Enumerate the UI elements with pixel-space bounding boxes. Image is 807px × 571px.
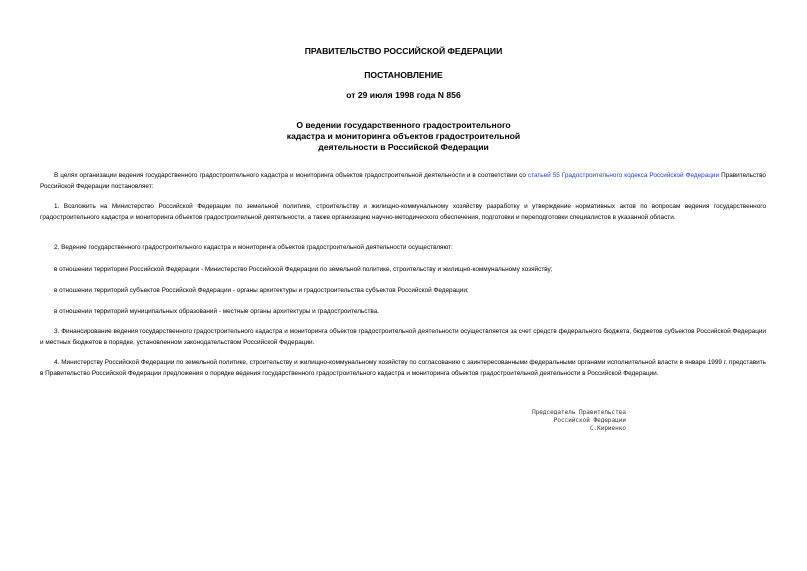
document-date-number: от 29 июля 1998 года N 856 — [346, 90, 461, 100]
code-article-link[interactable]: статьей 55 Градостроительного кодекса Российской Федерации — [527, 172, 720, 179]
intro-paragraph — [40, 171, 766, 192]
signature-block — [470, 409, 626, 433]
signature-organization: Российской Федерации — [553, 417, 626, 424]
paragraph-2: 2. Ведение государственного градостроительного кадастра и мониторинга объектов градостроительной деятельности осуществляют: — [54, 244, 453, 251]
document-title — [0, 120, 807, 153]
title-line-2: кадастра и мониторинга объектов градостроительной — [286, 131, 521, 141]
government-heading: ПРАВИТЕЛЬСТВО РОССИЙСКОЙ ФЕДЕРАЦИИ — [304, 46, 503, 56]
intro-text-before: В целях организации ведения государственного градостроительного кадастра и мониторинга объектов градостроительной деятельности и в соответствии со — [54, 172, 528, 179]
intro-text-after: Правительство Российской Федерации постановляет: — [40, 172, 766, 190]
signature-position: Председатель Правительства — [532, 409, 626, 416]
paragraph-4: 4. Министерству Российской Федерации по земельной политике, строительству и жилищно-коммунальному хозяйству по согласованию с заинтересованными федеральными органами исполнительной власти в январе 1999 г. представить в Правительство Российской Федерации предложения о порядке ведения государственного градостроительного кадастра и мониторинга объектов градостроительной деятельности в Российской Федерации. — [40, 359, 766, 377]
title-line-3: деятельности в Российской Федерации — [318, 142, 489, 152]
paragraph-2b: в отношении территорий субъектов Российской Федерации - органы архитектуры и градостроительства субъектов Российской Федерации; — [54, 287, 469, 294]
paragraph-3: 3. Финансирование ведения государственного градостроительного кадастра и мониторинга объектов градостроительной деятельности осуществляется за счет средств федерального бюджета, бюджетов субъектов Российской Федерации и местных бюджетов в порядке, установленном законодательством Российской Федерации. — [40, 328, 766, 346]
document-type-heading: ПОСТАНОВЛЕНИЕ — [364, 70, 443, 80]
title-line-1: О ведении государственного градостроительного — [296, 120, 511, 130]
signature-name: С.Кириенко — [589, 425, 626, 432]
paragraph-2c: в отношении территорий муниципальных образований - местные органы архитектуры и градостроительства. — [54, 308, 380, 315]
paragraph-1: 1. Возложить на Министерство Российской Федерации по земельной политике, строительству и жилищно-коммунальному хозяйству разработку и утверждение нормативных актов по вопросам ведения государственного градостроительного кадастра и мониторинга объектов градостроительной деятельности, а также организацию научно-методического обеспечения, подготовки и переподготовки специалистов в указанной области. — [40, 203, 766, 221]
paragraph-2a: в отношении территории Российской Федерации - Министерство Российской Федерации по земельной политике, строительству и жилищно-коммунальному хозяйству; — [54, 266, 553, 273]
